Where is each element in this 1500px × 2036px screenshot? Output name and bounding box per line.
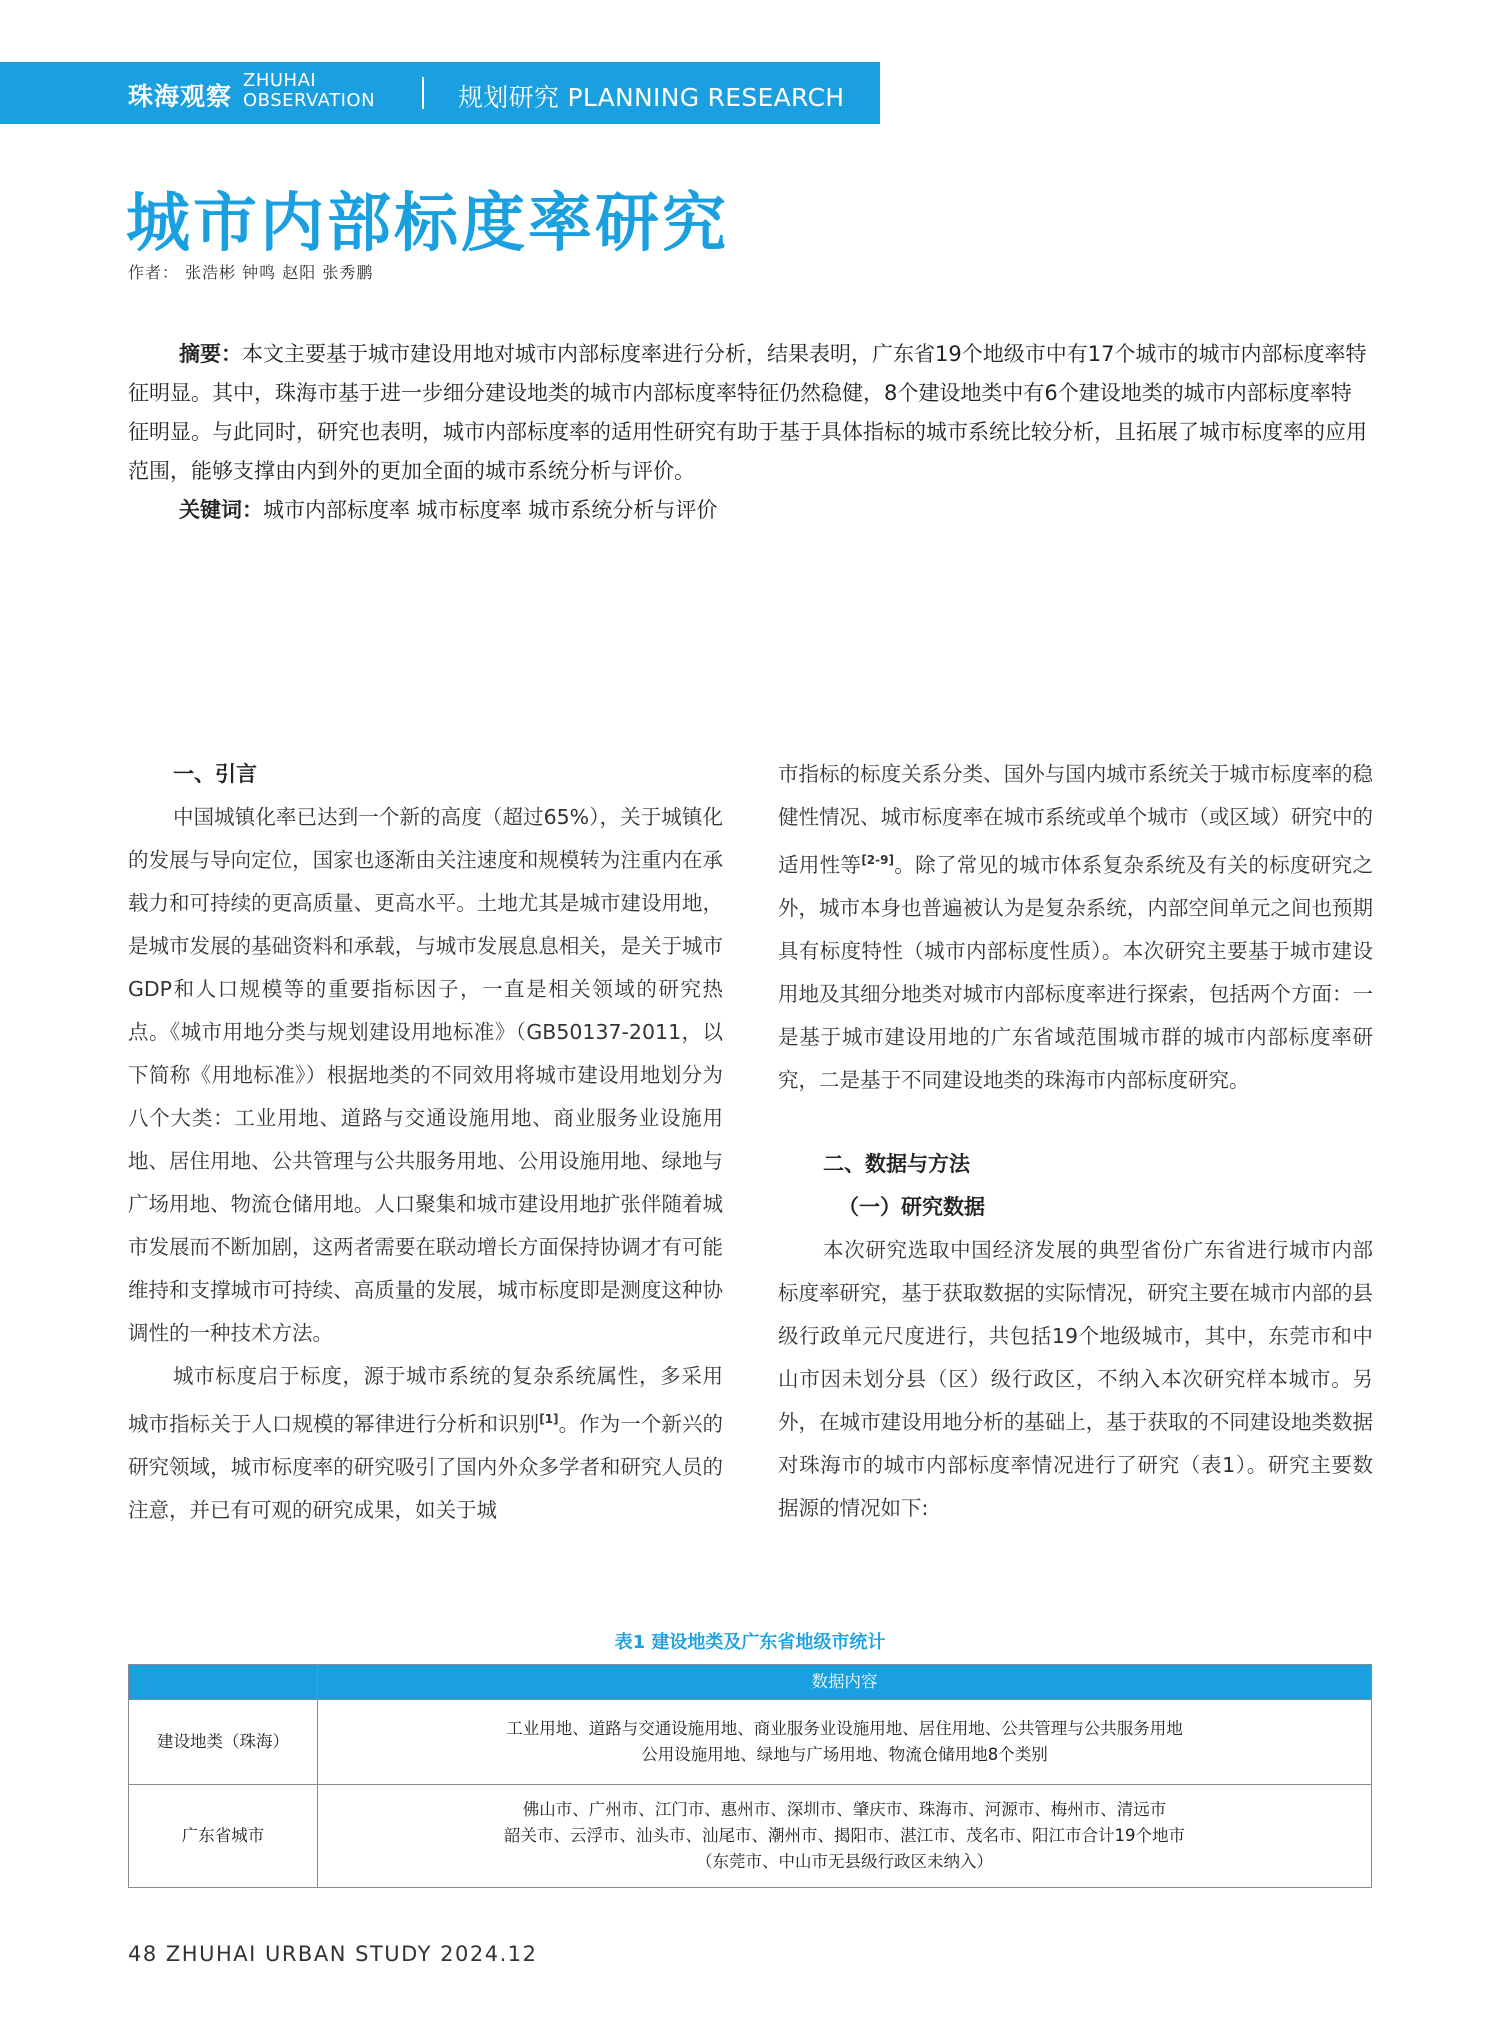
table-header-row: [129, 1665, 1372, 1700]
article-authors: 作者： 张浩彬 钟鸣 赵阳 张秀鹏: [128, 263, 374, 282]
table-cell-line: （东莞市、中山市无县级行政区未纳入）: [696, 1852, 993, 1871]
brand-name-zh: 珠海观察: [128, 82, 233, 111]
brand-name-en: [243, 71, 375, 111]
brand-en-line1: ZHUHAI: [243, 70, 317, 91]
section-label: 规划研究 PLANNING RESEARCH: [458, 83, 845, 112]
keywords-label: 关键词：: [179, 498, 263, 522]
table-row: [129, 1700, 1372, 1785]
table-row: [129, 1785, 1372, 1888]
body-paragraph: [128, 1355, 723, 1532]
article-title: 城市内部标度率研究: [126, 187, 729, 261]
body-paragraph: [778, 753, 1373, 1102]
body-text: 城市标度启于标度，源于城市系统的复杂系统属性，多采用城市指标关于人口规模的幂律进行分析和识别: [128, 1364, 723, 1436]
abstract-label: 摘要：: [179, 342, 242, 366]
body-text: 。除了常见的城市体系复杂系统及有关的标度研究之外，城市本身也普遍被认为是复杂系统，内部空间单元之间也预期具有标度特性（城市内部标度性质）。本次研究主要基于城市建设用地及其细分地类对城市内部标度率进行探索，包括两个方面：一是基于城市建设用地的广东省域范围城市群的城市内部标度率研究，二是基于不同建设地类的珠海市内部标度研究。: [778, 852, 1374, 1092]
table-cell: [318, 1785, 1372, 1888]
body-column-right: [778, 753, 1373, 1530]
table-cell: [318, 1700, 1372, 1785]
body-paragraph: 本次研究选取中国经济发展的典型省份广东省进行城市内部标度率研究，基于获取数据的实际情况，研究主要在城市内部的县级行政单元尺度进行，共包括19个地级城市，其中，东莞市和中山市因未划分县（区）级行政区，不纳入本次研究样本城市。另外，在城市建设用地分析的基础上，基于获取的不同建设地类数据对珠海市的城市内部标度率情况进行了研究（表1）。研究主要数据源的情况如下:: [778, 1237, 1373, 1520]
body-paragraph: 中国城镇化率已达到一个新的高度（超过65%），关于城镇化的发展与导向定位，国家也逐渐由关注速度和规模转为注重内在承载力和可持续的更高质量、更高水平。土地尤其是城市建设用地，是城市发展的基础资料和承载，与城市发展息息相关，是关于城市GDP和人口规模等的重要指标因子，一直是相关领域的研究热点。《城市用地分类与规划建设用地标准》（GB50137-2011，以下简称《用地标准》）根据地类的不同效用将城市建设用地划分为八个大类：工业用地、道路与交通设施用地、商业服务业设施用地、居住用地、公共管理与公共服务用地、公用设施用地、绿地与广场用地、物流仓储用地。人口聚集和城市建设用地扩张伴随着城市发展而不断加剧，这两者需要在联动增长方面保持协调才有可能维持和支撑城市可持续、高质量的发展，城市标度即是测度这种协调性的一种技术方法。: [128, 805, 723, 1345]
table-cell-line: 工业用地、道路与交通设施用地、商业服务业设施用地、居住用地、公共管理与公共服务用地: [506, 1719, 1183, 1738]
citation-ref: [1]: [539, 1412, 559, 1426]
body-text: 市指标的标度关系分类、国外与国内城市系统关于城市标度率的稳健性情况、城市标度率在城市系统或单个城市（或区域）研究中的适用性等: [778, 762, 1373, 877]
citation-ref: [2-9]: [861, 853, 894, 867]
table-cell-line: 佛山市、广州市、江门市、惠州市、深圳市、肇庆市、珠海市、河源市、梅州市、清远市: [522, 1800, 1167, 1819]
abstract-text: 本文主要基于城市建设用地对城市内部标度率进行分析，结果表明，广东省19个地级市中有17个城市的城市内部标度率特征明显。其中，珠海市基于进一步细分建设地类的城市内部标度率特征仍然稳健，8个建设地类中有6个建设地类的城市内部标度率特征明显。与此同时，研究也表明，城市内部标度率的适用性研究有助于基于具体指标的城市系统比较分析，且拓展了城市标度率的应用范围，能够支撑由内到外的更加全面的城市系统分析与评价。: [128, 342, 1367, 483]
abstract-block: [128, 335, 1372, 530]
table-caption: 表1 建设地类及广东省地级市统计: [614, 1632, 886, 1653]
table-cell-line: 韶关市、云浮市、汕头市、汕尾市、潮州市、揭阳市、湛江市、茂名市、阳江市合计19个地市: [504, 1826, 1185, 1845]
header-divider: [422, 77, 424, 109]
table-row-label: 建设地类（珠海）: [129, 1700, 318, 1785]
table-cell-line: 公用设施用地、绿地与广场用地、物流仓储用地8个类别: [641, 1745, 1048, 1764]
keywords-text: 城市内部标度率 城市标度率 城市系统分析与评价: [263, 498, 718, 522]
section-heading-data-methods: 二、数据与方法: [823, 1151, 970, 1176]
abstract-paragraph: [128, 335, 1372, 491]
subsection-heading-data: （一）研究数据: [838, 1194, 985, 1219]
column-header-band: [0, 62, 880, 124]
data-table: [128, 1664, 1372, 1888]
table-row-label: 广东省城市: [129, 1785, 318, 1888]
section-gap: [778, 1102, 1373, 1143]
brand-en-line2: OBSERVATION: [243, 90, 376, 111]
body-text: 。作为一个新兴的研究领域，城市标度率的研究吸引了国内外众多学者和研究人员的注意，并已有可观的研究成果，如关于城: [128, 1411, 724, 1522]
table-header-cell-empty: [129, 1665, 318, 1700]
table-header-cell: 数据内容: [318, 1665, 1372, 1700]
page-footer: 48 ZHUHAI URBAN STUDY 2024.12: [128, 1942, 538, 1966]
keywords-line: [128, 491, 1372, 530]
section-heading-intro: 一、引言: [173, 762, 257, 786]
body-column-left: [128, 753, 723, 1532]
